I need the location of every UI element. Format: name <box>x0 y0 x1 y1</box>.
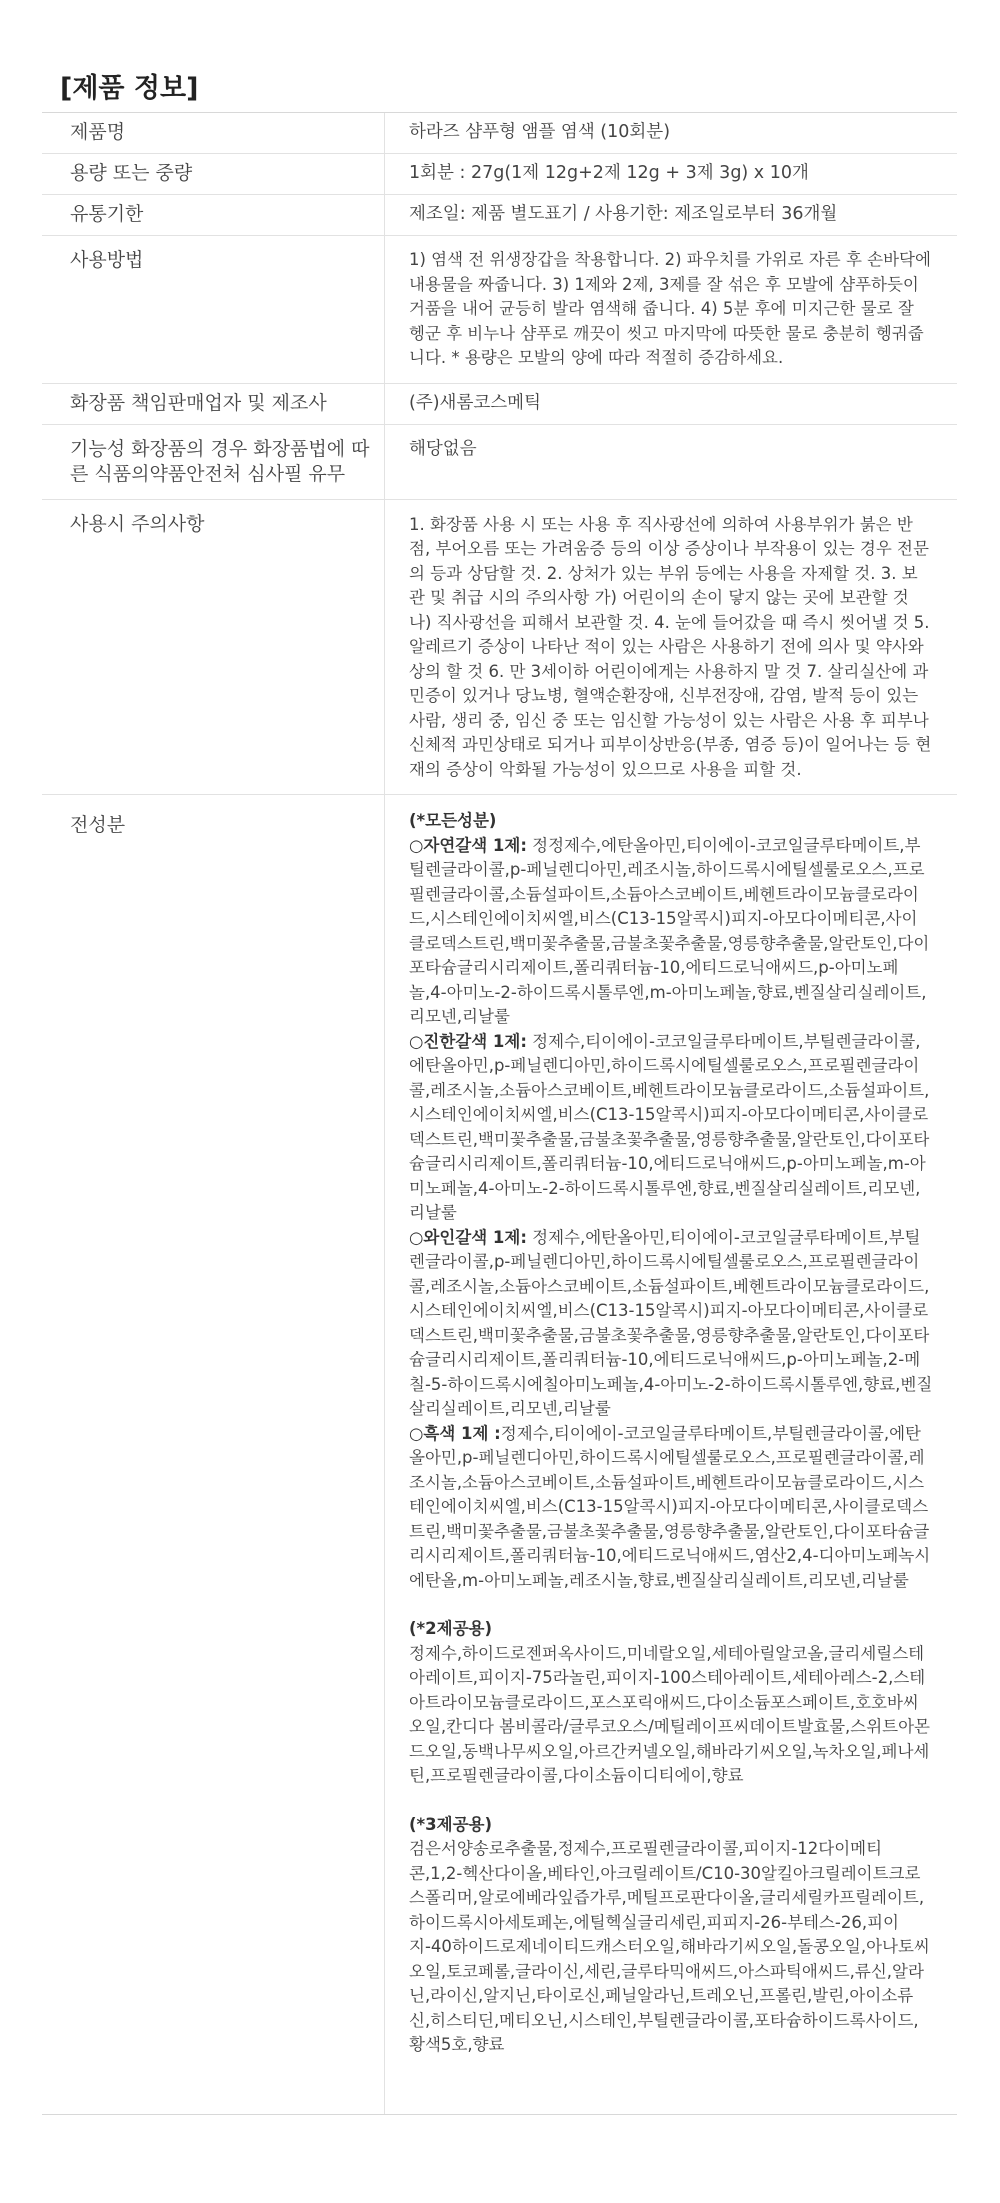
label-capacity: 용량 또는 중량 <box>42 154 385 194</box>
item-name: ○흑색 1제 : <box>409 1423 501 1443</box>
value-functional: 해당없음 <box>409 438 477 459</box>
item-name: ○와인갈색 1제: <box>409 1227 527 1247</box>
product-info-table <box>42 112 957 2115</box>
row-functional <box>42 424 957 499</box>
label-caution: 사용시 주의사항 <box>42 500 385 795</box>
value-capacity: 1회분 : 27g(1제 12g+2제 12g + 3제 3g) x 10개 <box>409 163 809 183</box>
ingredient-item-natural-brown <box>409 834 933 1030</box>
label-ingredients: 전성분 <box>42 795 385 2114</box>
group-title-all: (*모든성분) <box>409 811 497 830</box>
row-caution <box>42 499 957 795</box>
item-name: ○진한갈색 1제: <box>409 1031 527 1051</box>
value-manufacturer: (주)새롬코스메틱 <box>409 392 541 413</box>
ingredients-group-second <box>409 1617 933 1789</box>
value-product-name: 하라즈 샴푸형 앰플 염색 (10회분) <box>409 122 671 142</box>
row-manufacturer <box>42 383 957 424</box>
item-text: 정제수,티이에이-코코일글루타메이트,부틸렌글라이콜,에탄올아민,p-페닐렌디아민,하이드록시에틸셀룰로오스,프로필렌글라이콜,레조시놀,소듐아스코베이트,소듐설파이트,베헨트라이모늄클로라이드,시스테인에이치씨엘,비스(C13-15알콕시)피지-아모다이메티콘,사이클로덱스트린,백미꽃추출물,금불초꽃추출물,영릉향추출물,알란토인,다이포타슘글리시리제이트,폴리쿼터늄-10,에티드로닉애씨드,염산2,4-디아미노페녹시에탄올,m-아미노페놀,레조시놀,향료,벤질살리실레이트,리모넨,리날룰 <box>409 1423 931 1590</box>
row-usage <box>42 235 957 383</box>
item-name: ○자연갈색 1제: <box>409 835 527 855</box>
group-title-second: (*2제공용) <box>409 1619 493 1638</box>
value-caution: 1. 화장품 사용 시 또는 사용 후 직사광선에 의하여 사용부위가 붉은 반점, 부어오름 또는 가려움증 등의 이상 증상이나 부작용이 있는 경우 전문의 등과 상담할 것. 2. 상처가 있는 부위 등에는 사용을 자제할 것. 3. 보관 및 취급 시의 주의사항 가) 어린이의 손이 닿지 않는 곳에 보관할 것 나) 직사광선을 피해서 보관할 것. 4. 눈에 들어갔을 때 즉시 씻어낼 것 5. 알레르기 증상이 나타난 적이 있는 사람은 사용하기 전에 의사 및 약사와 상의 할 것 6. 만 3세이하 어린이에게는 사용하지 말 것 7. 살리실산에 과민증이 있거나 당뇨병, 혈액순환장애, 신부전장애, 감염, 발적 등이 있는 사람, 생리 중, 임신 중 또는 임신할 가능성이 있는 사람은 사용 후 피부나 신체적 과민상태로 되거나 피부이상반응(부종, 염증 등)이 일어나는 등 현재의 증상이 악화될 가능성이 있으므로 사용을 피할 것. <box>409 514 932 779</box>
group-text-third: 검은서양송로추출물,정제수,프로필렌글라이콜,피이지-12다이메티콘,1,2-헥산다이올,베타인,아크릴레이트/C10-30알킬아크릴레이트크로스폴리머,알로에베라잎즙가루,메틸프로판다이올,글리세릴카프릴레이트,하이드록시아세토페논,에틸헥실글리세린,피피지-26-부테스-26,피이지-40하이드로제네이티드캐스터오일,해바라기씨오일,돌콩오일,아나토씨오일,토코페롤,글라이신,세린,글루타믹애씨드,아스파틱애씨드,류신,알라닌,라이신,알지닌,타이로신,페닐알라닌,트레오닌,프롤린,발린,아이소류신,히스티딘,메티오닌,시스테인,부틸렌글라이콜,포타슘하이드록사이드,황색5호,향료 <box>409 1839 930 2054</box>
row-expiry <box>42 194 957 235</box>
ingredients-group-third <box>409 1813 933 2058</box>
label-usage: 사용방법 <box>42 236 385 383</box>
row-ingredients <box>42 794 957 2114</box>
page-title: [제품 정보] <box>60 73 199 104</box>
value-ingredients <box>385 795 957 2114</box>
label-functional: 기능성 화장품의 경우 화장품법에 따른 식품의약품안전처 심사필 유무 <box>42 425 385 499</box>
value-usage: 1) 염색 전 위생장갑을 착용합니다. 2) 파우치를 가위로 자른 후 손바닥에 내용물을 짜줍니다. 3) 1제와 2제, 3제를 잘 섞은 후 모발에 샴푸하듯이 거품을 내어 균등히 발라 염색해 줍니다. 4) 5분 후에 미지근한 물로 잘 헹군 후 비누나 샴푸로 깨끗이 씻고 마지막에 따뜻한 물로 충분히 헹궈줍니다. * 용량은 모발의 양에 따라 적절히 증감하세요. <box>409 250 931 367</box>
label-product-name: 제품명 <box>42 113 385 153</box>
item-text: 정제수,에탄올아민,티이에이-코코일글루타메이트,부틸렌글라이콜,p-페닐렌디아민,하이드록시에틸셀룰로오스,프로필렌글라이콜,레조시놀,소듐아스코베이트,소듐설파이트,베헨트라이모늄클로라이드,시스테인에이치씨엘,비스(C13-15알콕시)피지-아모다이메티콘,사이클로덱스트린,백미꽃추출물,금불초꽃추출물,영릉향추출물,알란토인,다이포타슘글리시리제이트,폴리쿼터늄-10,에티드로닉애씨드,p-아미노페놀,2-메칠-5-하이드록시에칠아미노페놀,4-아미노-2-하이드록시톨루엔,향료,벤질살리실레이트,리모넨,리날룰 <box>409 1227 933 1418</box>
row-product-name <box>42 113 957 153</box>
ingredient-item-black <box>409 1422 933 1594</box>
ingredient-item-dark-brown <box>409 1030 933 1226</box>
group-text-second: 정제수,하이드로젠퍼옥사이드,미네랄오일,세테아릴알코올,글리세릴스테아레이트,피이지-75라놀린,피이지-100스테아레이트,세테아레스-2,스테아트라이모늄클로라이드,포스포릭애씨드,다이소듐포스페이트,호호바씨오일,칸디다 봄비콜라/글루코오스/메틸레이프씨데이트발효물,스위트아몬드오일,동백나무씨오일,아르간커넬오일,해바라기씨오일,녹차오일,페나세틴,프로필렌글라이콜,다이소듐이디티에이,향료 <box>409 1643 930 1785</box>
item-text: 정제수,티이에이-코코일글루타메이트,부틸렌글라이콜,에탄올아민,p-페닐렌디아민,하이드록시에틸셀룰로오스,프로필렌글라이콜,레조시놀,소듐아스코베이트,베헨트라이모늄클로라이드,소듐설파이트,시스테인에이치씨엘,비스(C13-15알콕시)피지-아모다이메티콘,사이클로덱스트린,백미꽃추출물,금불초꽃추출물,영릉향추출물,알란토인,다이포타슘글리시리제이트,폴리쿼터늄-10,에티드로닉애씨드,p-아미노페놀,m-아미노페놀,4-아미노-2-하이드록시톨루엔,향료,벤질살리실레이트,리모넨,리날룰 <box>409 1031 930 1222</box>
value-expiry: 제조일: 제품 별도표기 / 사용기한: 제조일로부터 36개월 <box>409 204 838 224</box>
label-expiry: 유통기한 <box>42 195 385 235</box>
ingredients-group-all <box>409 809 933 1593</box>
label-manufacturer: 화장품 책임판매업자 및 제조사 <box>42 384 385 424</box>
row-capacity <box>42 153 957 194</box>
group-title-third: (*3제공용) <box>409 1814 493 1834</box>
ingredient-item-wine-brown <box>409 1226 933 1422</box>
item-text: 정정제수,에탄올아민,티이에이-코코일글루타메이트,부틸렌글라이콜,p-페닐렌디아민,레조시놀,하이드록시에틸셀룰로오스,프로필렌글라이콜,소듐설파이트,소듐아스코베이트,베헨트라이모늄클로라이드,시스테인에이치씨엘,비스(C13-15알콕시)피지-아모다이메티콘,사이클로덱스트린,백미꽃추출물,금불초꽃추출물,영릉향추출물,알란토인,다이포타슘글리시리제이트,폴리쿼터늄-10,에티드로닉애씨드,p-아미노페놀,4-아미노-2-하이드록시톨루엔,m-아미노페놀,향료,벤질살리실레이트,리모넨,리날룰 <box>409 835 930 1026</box>
